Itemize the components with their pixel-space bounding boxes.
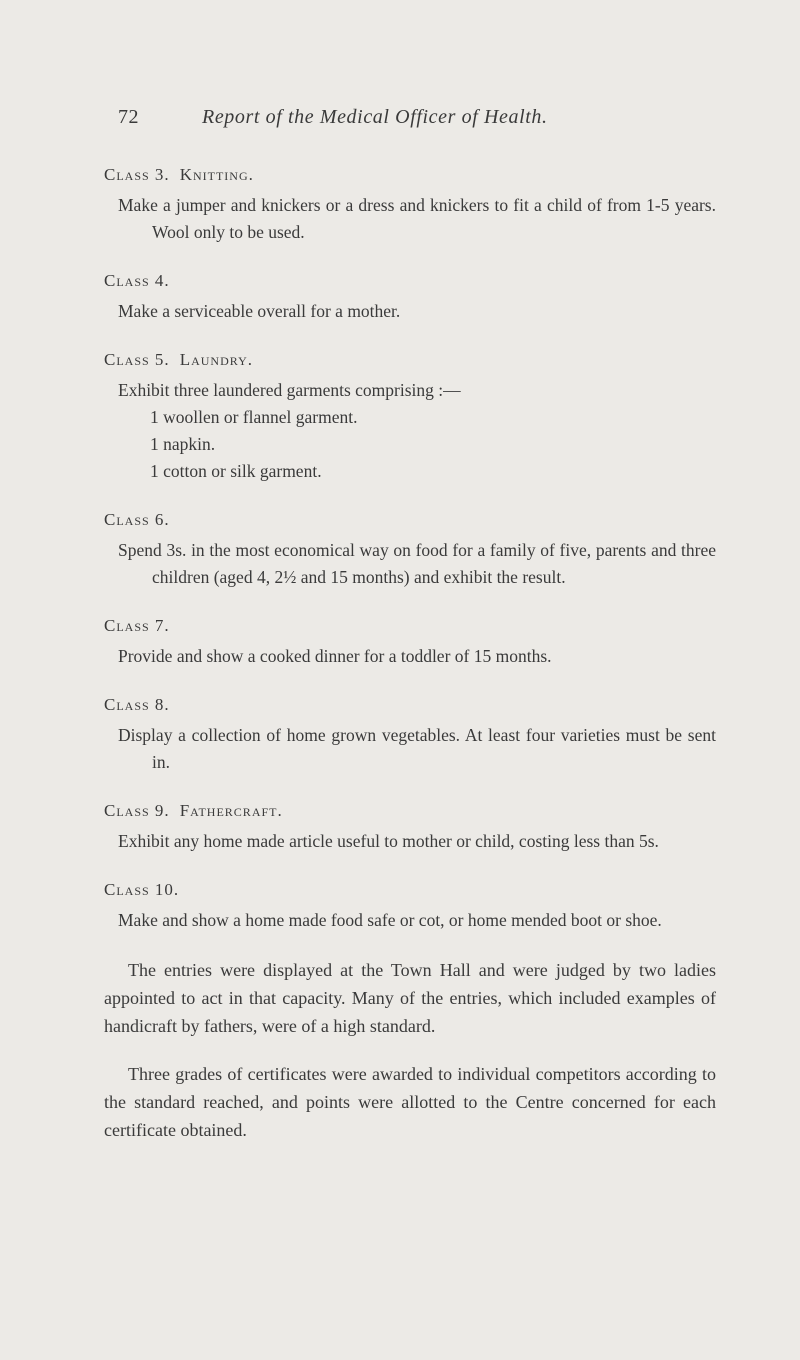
page-body (104, 162, 716, 1164)
class-instruction: Make a jumper and knickers or a dress and knickers to fit a child of from 1-5 years. Wool only to be used. (118, 195, 716, 242)
body-paragraph: Three grades of certificates were awarded to individual competitors according to the standard reached, and points were allotted to the Centre concerned for each certificate obtained. (104, 1064, 716, 1140)
class-topic: Fathercraft. (179, 801, 283, 820)
class-section (104, 692, 716, 776)
class-heading (104, 268, 716, 294)
class-instruction: Make a serviceable overall for a mother. (118, 301, 401, 321)
class-number: Class 4. (104, 271, 170, 290)
class-section (104, 877, 716, 934)
class-heading (104, 162, 716, 188)
class-heading (104, 507, 716, 533)
class-instruction: Exhibit three laundered garments comprising :— (118, 380, 461, 400)
list-item: 1 napkin. (150, 434, 216, 454)
class-heading (104, 347, 716, 373)
class-instruction: Make and show a home made food safe or cot, or home mended boot or shoe. (118, 910, 662, 930)
body-paragraph: The entries were displayed at the Town Hall and were judged by two ladies appointed to act in that capacity. Many of the entries, which included examples of handicraft by fathers, were of a high standard. (104, 960, 716, 1036)
class-section (104, 162, 716, 246)
class-heading (104, 877, 716, 903)
class-topic: Knitting. (179, 165, 254, 184)
list-item: 1 cotton or silk garment. (150, 461, 322, 481)
class-number: Class 8. (104, 695, 170, 714)
class-number: Class 6. (104, 510, 170, 529)
class-number: Class 9. (104, 801, 170, 820)
page-number: 72 (118, 106, 139, 128)
running-title: Report of the Medical Officer of Health. (202, 106, 548, 128)
class-instruction: Exhibit any home made article useful to mother or child, costing less than 5s. (118, 831, 659, 851)
class-number: Class 10. (104, 880, 180, 899)
class-heading (104, 613, 716, 639)
class-section (104, 798, 716, 855)
class-section (104, 507, 716, 591)
class-instruction: Spend 3s. in the most economical way on food for a family of five, parents and three children (aged 4, 2½ and 15 months) and exhibit the result. (118, 540, 716, 587)
class-heading (104, 692, 716, 718)
list-item: 1 woollen or flannel garment. (150, 407, 358, 427)
class-number: Class 7. (104, 616, 170, 635)
class-topic: Laundry. (179, 350, 253, 369)
class-section (104, 613, 716, 670)
class-number: Class 3. (104, 165, 170, 184)
class-section (104, 347, 716, 485)
garment-list (104, 404, 716, 485)
class-instruction: Provide and show a cooked dinner for a toddler of 15 months. (118, 646, 552, 666)
class-number: Class 5. (104, 350, 170, 369)
class-instruction: Display a collection of home grown vegetables. At least four varieties must be sent in. (118, 725, 716, 772)
class-section (104, 268, 716, 325)
class-heading (104, 798, 716, 824)
page-header (118, 106, 718, 136)
